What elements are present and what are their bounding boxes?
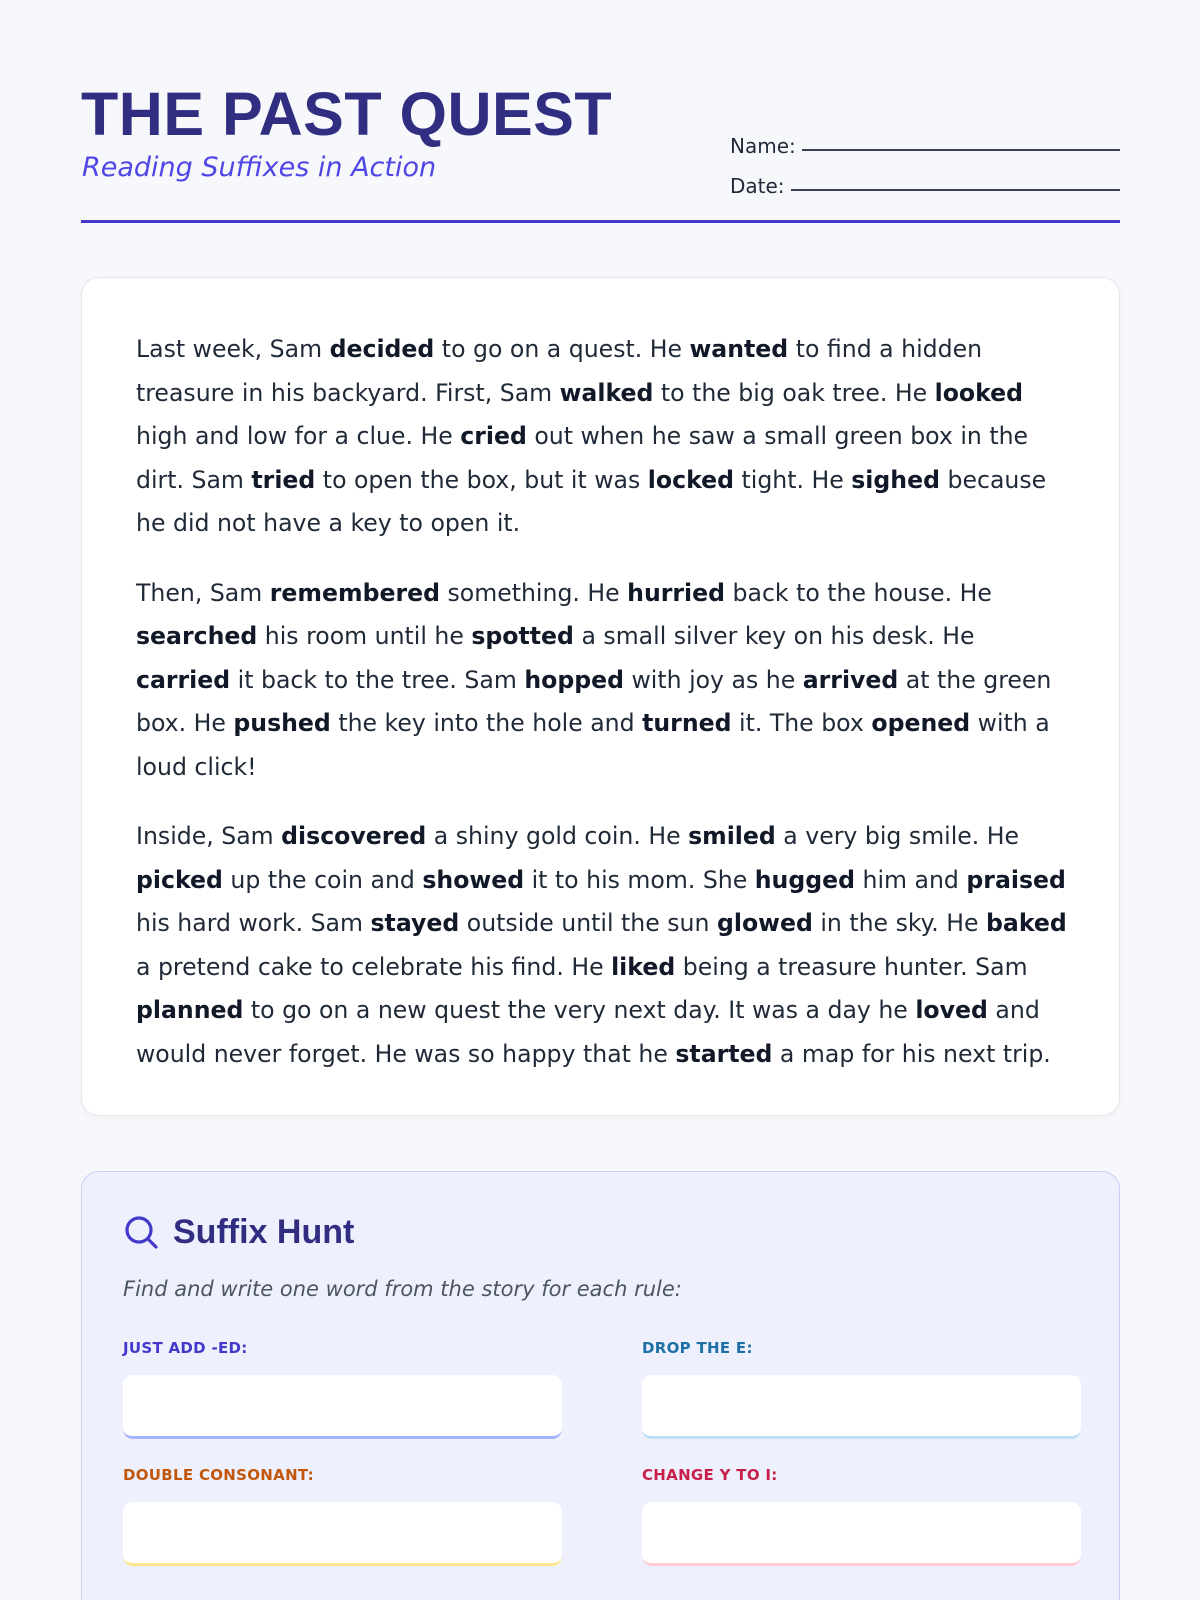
story-paragraph [136, 572, 1067, 790]
story-paragraph [136, 328, 1067, 546]
suffix-rule [642, 1466, 1081, 1593]
suffix-hunt-title: Suffix Hunt [173, 1212, 355, 1251]
story-text: being a treasure hunter. Sam [675, 952, 1028, 981]
story-text: his room until he [257, 622, 472, 650]
highlighted-word: searched [136, 622, 258, 650]
suffix-rule [123, 1339, 562, 1466]
name-row [730, 118, 1120, 158]
story-text: with joy as he [624, 665, 803, 694]
date-label: Date: [730, 174, 785, 198]
highlighted-word: decided [329, 335, 435, 363]
highlighted-word: showed [422, 865, 525, 894]
story-text: back to the house. He [725, 578, 992, 607]
story-text: a very big smile. He [775, 822, 1020, 850]
suffix-answer-box[interactable] [123, 1375, 562, 1439]
highlighted-word: liked [611, 952, 676, 981]
story-text: Last week, Sam [136, 335, 330, 363]
story-text: because he did not have a key to open it. [136, 465, 1047, 537]
story-text: him and [855, 865, 967, 894]
story-text: it. The box [731, 709, 872, 737]
name-line[interactable] [802, 149, 1120, 151]
story-text: and would never forget. He was so happy that he [136, 996, 1040, 1068]
story-text: the key into the hole and [330, 709, 643, 737]
story-text: a small silver key on his desk. He [573, 622, 975, 650]
story-paragraph [136, 815, 1067, 1076]
story-text: up the coin and [222, 865, 423, 894]
highlighted-word: spotted [471, 622, 574, 650]
date-row [730, 158, 1120, 198]
suffix-rule [123, 1466, 562, 1593]
story-text: a shiny gold coin. He [426, 822, 689, 850]
suffix-hunt-instructions: Find and write one word from the story for each rule: [123, 1277, 682, 1301]
story-text: it back to the tree. Sam [230, 665, 525, 694]
search-icon [123, 1214, 159, 1250]
highlighted-word: walked [559, 378, 654, 407]
student-info [730, 118, 1120, 198]
highlighted-word: carried [136, 665, 231, 694]
story-text: Then, Sam [136, 578, 270, 607]
highlighted-word: wanted [689, 335, 789, 363]
suffix-rule [642, 1339, 1081, 1466]
highlighted-word: tried [251, 465, 316, 494]
story-card [81, 277, 1120, 1116]
highlighted-word: turned [642, 709, 732, 737]
suffix-answer-box[interactable] [123, 1502, 562, 1566]
story-text: to go on a new quest the very next day. It was a day he [243, 996, 916, 1024]
story-text: to find a hidden treasure in his backyard. First, Sam [136, 335, 983, 407]
suffix-hunt-panel [81, 1171, 1120, 1600]
story-text: tight. He [734, 465, 852, 494]
highlighted-word: opened [871, 709, 971, 737]
suffix-rule-label: JUST ADD -ED: [123, 1339, 248, 1357]
highlighted-word: started [675, 1039, 773, 1068]
date-line[interactable] [791, 189, 1120, 191]
suffix-answer-box[interactable] [642, 1375, 1081, 1439]
story-text: at the green box. He [136, 665, 1052, 737]
highlighted-word: cried [460, 422, 527, 450]
highlighted-word: arrived [802, 665, 899, 694]
highlighted-word: locked [647, 465, 735, 494]
story-text: in the sky. He [812, 909, 987, 937]
highlighted-word: stayed [370, 909, 460, 937]
story-text: to go on a quest. He [434, 335, 690, 363]
story-text: something. He [440, 578, 628, 607]
page-subtitle: Reading Suffixes in Action [82, 152, 437, 183]
suffix-answer-box[interactable] [642, 1502, 1081, 1566]
highlighted-word: discovered [281, 822, 427, 850]
story-text: to open the box, but it was [315, 465, 648, 494]
highlighted-word: baked [986, 909, 1067, 937]
story-text: a map for his next trip. [772, 1039, 1051, 1068]
highlighted-word: praised [966, 865, 1066, 894]
story-text: out when he saw a small green box in the dirt. Sam [136, 422, 1029, 494]
highlighted-word: remembered [269, 578, 440, 607]
worksheet-header [81, 78, 1120, 223]
highlighted-word: loved [915, 996, 988, 1024]
story-text: outside until the sun [459, 909, 717, 937]
story-text: with a loud click! [136, 709, 1050, 781]
highlighted-word: looked [934, 378, 1024, 407]
story-text: high and low for a clue. He [136, 422, 461, 450]
suffix-hunt-header [123, 1212, 1079, 1252]
highlighted-word: planned [136, 996, 244, 1024]
highlighted-word: hurried [627, 578, 726, 607]
highlighted-word: picked [136, 865, 223, 894]
suffix-rule-label: DROP THE E: [642, 1339, 753, 1357]
highlighted-word: hugged [754, 865, 856, 894]
suffix-rule-label: CHANGE Y TO I: [642, 1466, 778, 1484]
highlighted-word: smiled [688, 822, 776, 850]
highlighted-word: pushed [233, 709, 331, 737]
story-text: to the big oak tree. He [653, 378, 935, 407]
story-text: his hard work. Sam [136, 909, 371, 937]
highlighted-word: glowed [716, 909, 813, 937]
suffix-rules-grid [123, 1339, 1079, 1593]
highlighted-word: hopped [524, 665, 625, 694]
story-text: Inside, Sam [136, 822, 282, 850]
story-text: a pretend cake to celebrate his find. He [136, 952, 612, 981]
suffix-rule-label: DOUBLE CONSONANT: [123, 1466, 314, 1484]
name-label: Name: [730, 134, 796, 158]
highlighted-word: sighed [851, 465, 940, 494]
page-title: THE PAST QUEST [81, 80, 613, 148]
story-text: it to his mom. She [524, 865, 755, 894]
